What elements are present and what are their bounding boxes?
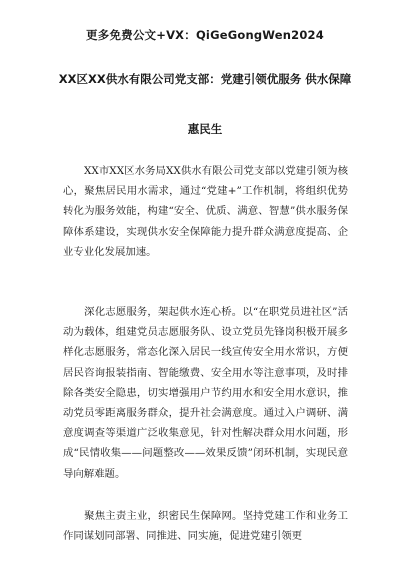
paragraph-1 (63, 161, 348, 262)
paragraph-2-text: 深化志愿服务，架起供水连心桥。以“在职党员进社区”活动为载体，组建党员志愿服务队、设立党员先锋岗积极开展多样化志愿服务，常态化深入居民一线宣传安全用水常识，方便居民咨询报装指南、智能缴费、安全用水等注意事项，及时排除各类安全隐患，切实增强用户节约用水和安全用水意识，推动党员零距离服务群众，提升社会满意度。通过入户调研、满意度调查等渠道广泛收集意见，针对性解决群众用水问题，形成“民情收集——问题整改——效果反馈”闭环机制，实现民意导向解难题。 (63, 306, 348, 480)
paragraph-1-text: XX市XX区水务局XX供水有限公司党支部以党建引领为核心，聚焦居民用水需求，通过“党建+”工作机制，将组织优势转化为服务效能，构建“安全、优质、满意、智慧”供水服务保障体系建设，实现供水安全保障能力提升群众满意度提高、企业专业化发展加速。 (63, 165, 348, 258)
promo-watermark: 更多免费公文+VX：QiGeGongWen2024 (86, 28, 324, 42)
paragraph-3-text: 聚焦主责主业，织密民生保障网。坚持党建工作和业务工作同谋划同部署、同推进、同实施，促进党建引领更 (63, 510, 348, 543)
paragraph-2 (63, 302, 348, 484)
document-title-continued: 惠民生 (187, 122, 223, 136)
paragraph-3 (63, 506, 348, 546)
document-title: XX区XX供水有限公司党支部：党建引领优服务 供水保障 (58, 72, 352, 86)
